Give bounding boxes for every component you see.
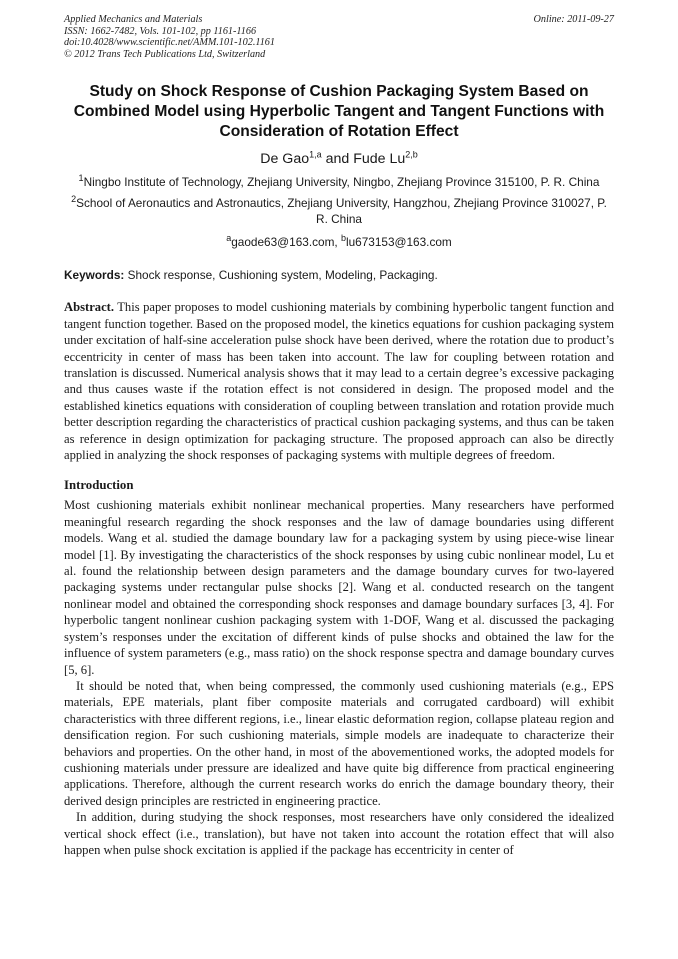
body-paragraph: It should be noted that, when being compressed, the commonly used cushioning materials (e.g., EPS materials, EPE materials, plant fiber composite materials and corrugated cardboard) will exhibit characteristics with three different regions, i.e., linear elastic deformation region, collapse plateau region and densification region. For such cushioning materials, simple models are inadequate to characterize their behaviors and properties. On the other hand, in most of the abovementioned works, the adopted models for cushioning materials under pressure are idealized and have quite big difference from practical engineering applications. Therefore, although the current research works do enrich the damage boundary theory, their derived design principles are restricted in engineering practice. — [64, 678, 614, 808]
body-paragraph: In addition, during studying the shock responses, most researchers have only considered the idealized vertical shock effect (i.e., translation), but have not taken into account the rotation effect that will also happen when pulse shock excitation is applied if the package has eccentricity in center of — [64, 810, 614, 857]
email-superscript: a — [226, 233, 232, 244]
author-conjunction: and — [321, 151, 354, 168]
author-superscript: 1,a — [309, 149, 322, 160]
abstract-label: Abstract. — [64, 300, 115, 315]
author-line — [64, 150, 614, 169]
affiliation — [64, 174, 614, 190]
body-paragraph: Most cushioning materials exhibit nonlinear mechanical properties. Many researchers have performed meaningful research regarding the shock responses and the law of damage boundaries using different models. Wang et al. studied the damage boundary law for a packaging system by using piece-wise linear model [1]. By investigating the characteristics of the shock responses by using cubic nonlinear model, Lu et al. found the relationship between design parameters and the damage boundary curves for two-layered packaging systems under rectangular pulse shocks [2]. Wang et al. conducted research on the tangent nonlinear model and obtained the corresponding shock responses and damage boundary surfaces [3, 4]. For hyperbolic tangent nonlinear cushion packaging system with 1-DOF, Wang et al. discussed the packaging system’s responses under the excitation of different kinds of pulse shocks and obtained the law for the influence of system parameters (e.g., mass ratio) on the shock response spectra and damage boundary curves [5, 6]. — [64, 498, 614, 677]
keywords-text: Shock response, Cushioning system, Modeling, Packaging. — [124, 268, 438, 283]
copyright-line: © 2012 Trans Tech Publications Ltd, Switzerland — [64, 48, 266, 60]
doi-line: doi:10.4028/www.scientific.net/AMM.101-102.1161 — [64, 37, 275, 49]
journal-name: Applied Mechanics and Materials — [64, 14, 203, 25]
email-address[interactable]: gaode63@163.com, — [231, 235, 341, 250]
author-superscript: 2,b — [405, 149, 418, 160]
affiliation-number: 2 — [71, 194, 77, 205]
email-address[interactable]: lu673153@163.com — [345, 235, 452, 250]
author-name: De Gao — [260, 151, 310, 168]
paper-title: Study on Shock Response of Cushion Packaging System Based on Combined Model using Hyperbolic Tangent and Tangent Functions with Consideration of Rotation Effect — [73, 83, 605, 141]
abstract-text: This paper proposes to model cushioning materials by combining hyperbolic tangent function and tangent function together. Based on the proposed model, the kinetics equations for cushion packaging system under excitation of half-sine acceleration pulse shock have been derived, where the rotation due to product’s eccentricity in center of mass has been taken into account. The law for coupling between rotation and translation is discussed. Numerical analysis shows that it may lead to a certain degree’s excessive packaging and thus causes waste if the rotation effect is not considered in design. The proposed model and the established kinetics equations with consideration of coupling between translation and rotation provide much better description regarding the characteristics of practical cushion packaging systems, and thus can be taken as reference in design optimization for packaging structure. The proposed approach can also be directly applied in analyzing the shock responses of packaging systems with multiple degrees of freedom. — [64, 300, 614, 463]
author-name: Fude Lu — [353, 151, 406, 168]
issn-line: ISSN: 1662-7482, Vols. 101-102, pp 1161-1166 — [64, 25, 257, 37]
affiliation-text: School of Aeronautics and Astronautics, Zhejiang University, Hangzhou, Zhejiang Province 310027, P. R. China — [76, 196, 607, 227]
abstract — [64, 299, 614, 463]
paper-page — [64, 14, 614, 858]
email-line — [64, 234, 614, 250]
affiliation-number: 1 — [78, 173, 84, 184]
online-date: Online: 2011-09-27 — [533, 14, 614, 25]
section-heading: Introduction — [64, 478, 134, 493]
email-superscript: b — [340, 233, 346, 244]
affiliation-text: Ningbo Institute of Technology, Zhejiang University, Ningbo, Zhejiang Province 315100, P. R. China — [83, 175, 600, 190]
journal-header — [64, 14, 614, 60]
keywords-label: Keywords: — [64, 268, 125, 283]
affiliation — [64, 195, 614, 227]
keywords — [64, 267, 614, 283]
